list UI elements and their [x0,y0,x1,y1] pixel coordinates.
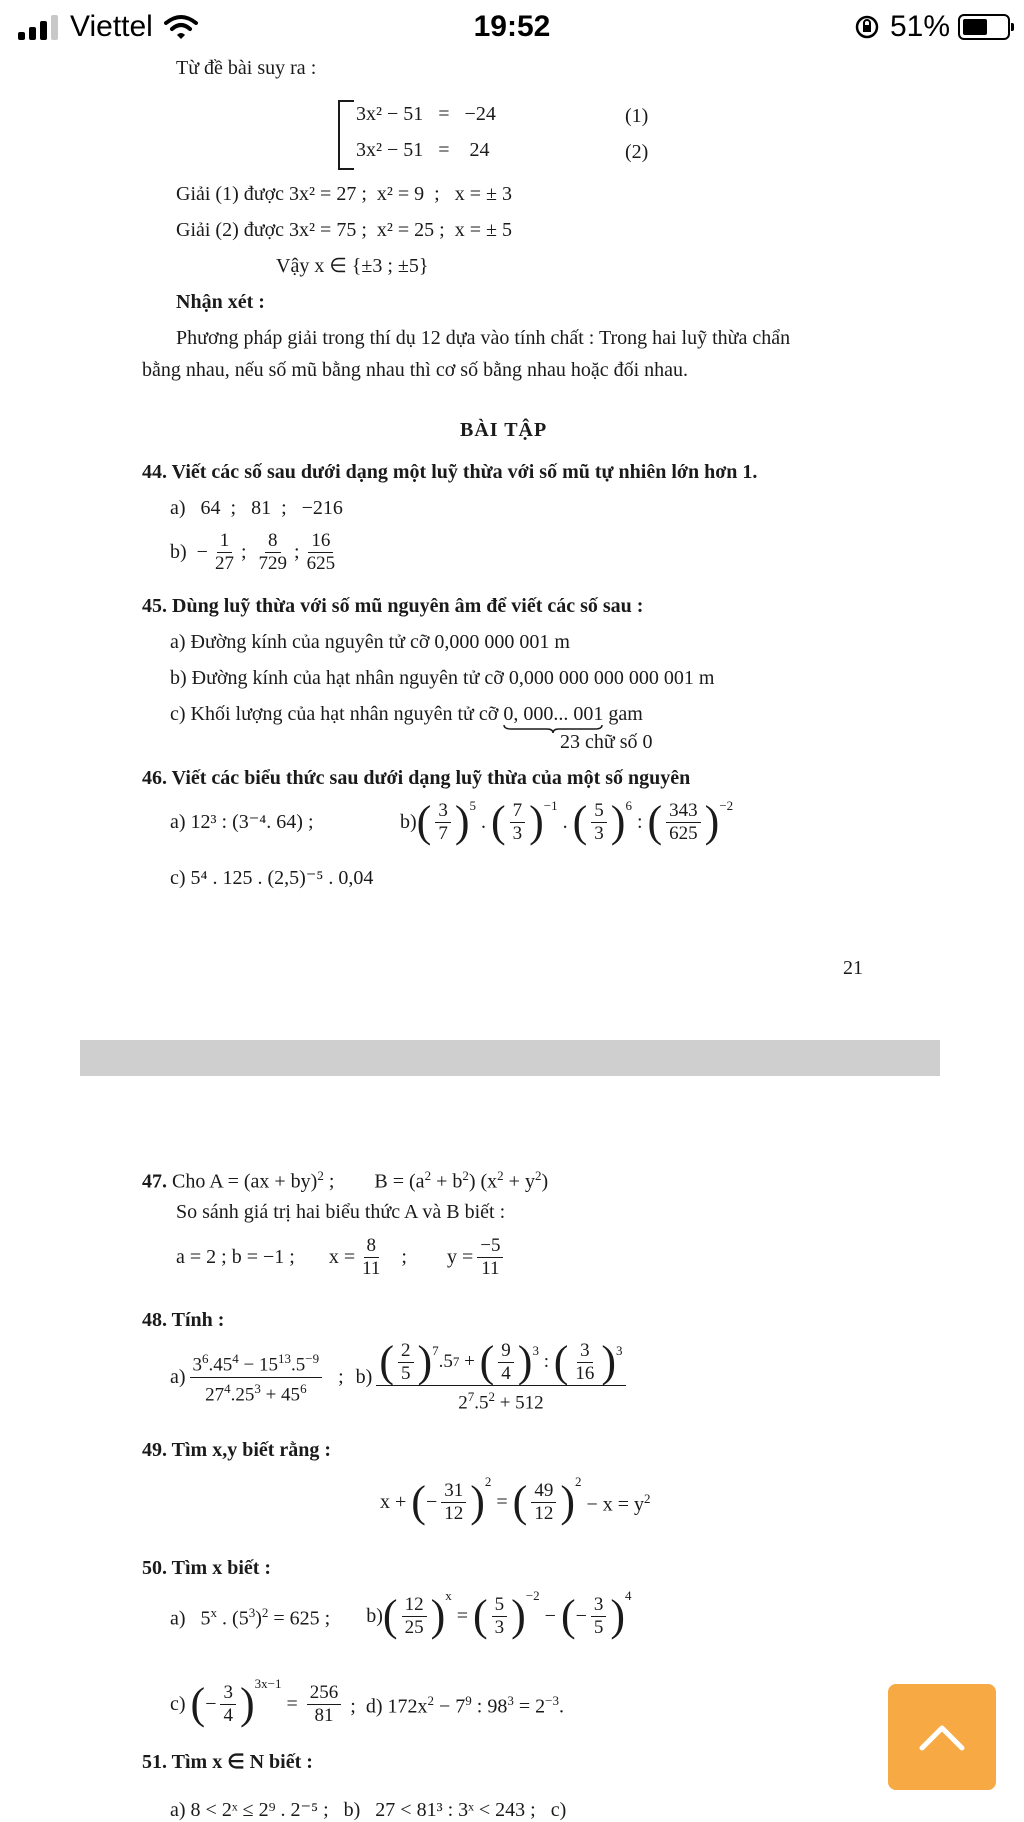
exercise-44a: a) 64 ; 81 ; −216 [170,497,343,519]
equation-2-tag: (2) [625,141,649,163]
equation-1-tag: (1) [625,105,649,127]
exercise-48: 48. Tính : [142,1309,225,1331]
status-time: 19:52 [473,10,551,43]
equation-2: 3x² − 51 = 24 [356,139,490,161]
exercise-47: 47. Cho A = (ax + by)$^2$ ; $B = (a^2 + b^2) (x^2 + y^2)$ [142,1168,549,1193]
battery-icon [958,14,1010,40]
solution-1: Giải (1) được 3x² = 27 ; x² = 9 ; x = ± 3 [176,183,512,205]
exercise-50ab: a) 5$^x$ . $(5^3)^2 = 625$ ; b) ( $\frac{12}{25}$ ) $^x$ = ( $\frac{5}{3}$ ) $^{-2}$ − ( − $\frac{3}{5}$ ) $^4$ [170,1588,632,1640]
conclusion: Vậy x ∈ {±3 ; ±5} [276,255,429,277]
remark-line-1: Phương pháp giải trong thí dụ 12 dựa vào tính chất : Trong hai luỹ thừa chẩn [176,327,791,349]
scroll-to-top-button[interactable] [888,1684,996,1790]
orientation-lock-icon [854,14,880,40]
exercise-46b: b) ( $\frac{3}{7}$ ) $^5$ . ( $\frac{7}{3}$ ) $^{-1}$ . ( $\frac{5}{3}$ ) $^6$ : ( $\frac{343}{625}$ ) $^{-2}$ [400,797,734,846]
solution-2: Giải (2) được 3x² = 75 ; x² = 25 ; x = ± 5 [176,219,512,241]
status-bar [0,0,1024,54]
exercise-44: 44. Viết các số sau dưới dạng một luỹ thừa với số mũ tự nhiên lớn hơn 1. [142,461,758,483]
exercise-46: 46. Viết các biểu thức sau dưới dạng luỹ thừa của một số nguyên [142,767,691,789]
exercise-44b: b) − $\frac{1}{27}$ ; $\frac{8}{729}$ ; $\frac{16}{625}$ [170,529,336,574]
exercise-47-text: So sánh giá trị hai biểu thức A và B biết : [176,1201,506,1223]
exercise-48-expr: a) $\frac{3^6.45^4 - 15^{13}.5^{-9}}{27^4.25^3 + 45^6}$ ; b) ( $\frac{2}{5}$ ) $^7$ .5 $_7$ + ( $\frac{9}{4}$ ) $^3$ : ( $\frac{3}{16}$ ) $^3$ $2^7.5^2 + 512$ [170,1338,630,1416]
carrier-label: Viettel [70,10,153,43]
brace-caption: 23 chữ số 0 [560,731,653,753]
status-right [854,10,1010,44]
system-bracket [338,100,354,170]
exercise-47-values: a = 2 ; b = −1 ; x = $\frac{8}{11}$ ; y = $\frac{-5}{11}$ [176,1232,507,1282]
exercise-49: 49. Tìm x,y biết rằng : [142,1439,332,1461]
chevron-up-icon [918,1722,966,1752]
exercise-49-equation: x + ( − $\frac{31}{12}$ ) $^2$ = ( $\frac{49}{12}$ ) $^2$ − $x = y^2$ [380,1474,651,1526]
section-heading: BÀI TẬP [460,419,548,441]
exercise-45: 45. Dùng luỹ thừa với số mũ nguyên âm để viết các số sau : [142,595,644,617]
exercise-51: 51. Tìm x ∈ N biết : [142,1751,313,1773]
battery-percent: 51% [889,10,950,43]
remark-line-2: bằng nhau, nếu số mũ bằng nhau thì cơ số bằng nhau hoặc đối nhau. [142,359,689,381]
book-page-22 [80,1076,940,1820]
equation-1: 3x² − 51 = −24 [356,103,496,125]
exercise-50cd: c) ( − $\frac{3}{4}$ ) $^{3x-1}$ = $\frac{256}{81}$ ; d) $172x^2 - 7^9$ : $98^3 = 2^{-3}$. [170,1676,564,1728]
exercise-51-items: a) 8 < 2ˣ ≤ 2⁹ . 2⁻⁵ ; b) 27 < 81³ : 3ˣ < 243 ; c) [170,1799,567,1821]
book-page-21 [80,54,940,1040]
exercise-45a: a) Đường kính của nguyên tử cỡ 0,000 000 001 m [170,631,570,653]
tiny-number: 0, 000... 00 [503,703,594,725]
exercise-45c: c) Khối lượng của hạt nhân nguyên tử cỡ 0, 000... 00 1 gam [170,702,643,726]
exercise-46c: c) 5⁴ . 125 . (2,5)⁻⁵ . 0,04 [170,867,374,889]
remark-title: Nhận xét : [176,291,265,313]
exercise-50: 50. Tìm x biết : [142,1557,272,1579]
page-number: 21 [843,957,863,979]
exercise-46a: a) 12³ : (3⁻⁴. 64) ; [170,811,314,833]
intro-text: Từ đề bài suy ra : [176,57,317,79]
exercise-45b: b) Đường kính của hạt nhân nguyên tử cỡ 0,000 000 000 000 001 m [170,667,715,689]
